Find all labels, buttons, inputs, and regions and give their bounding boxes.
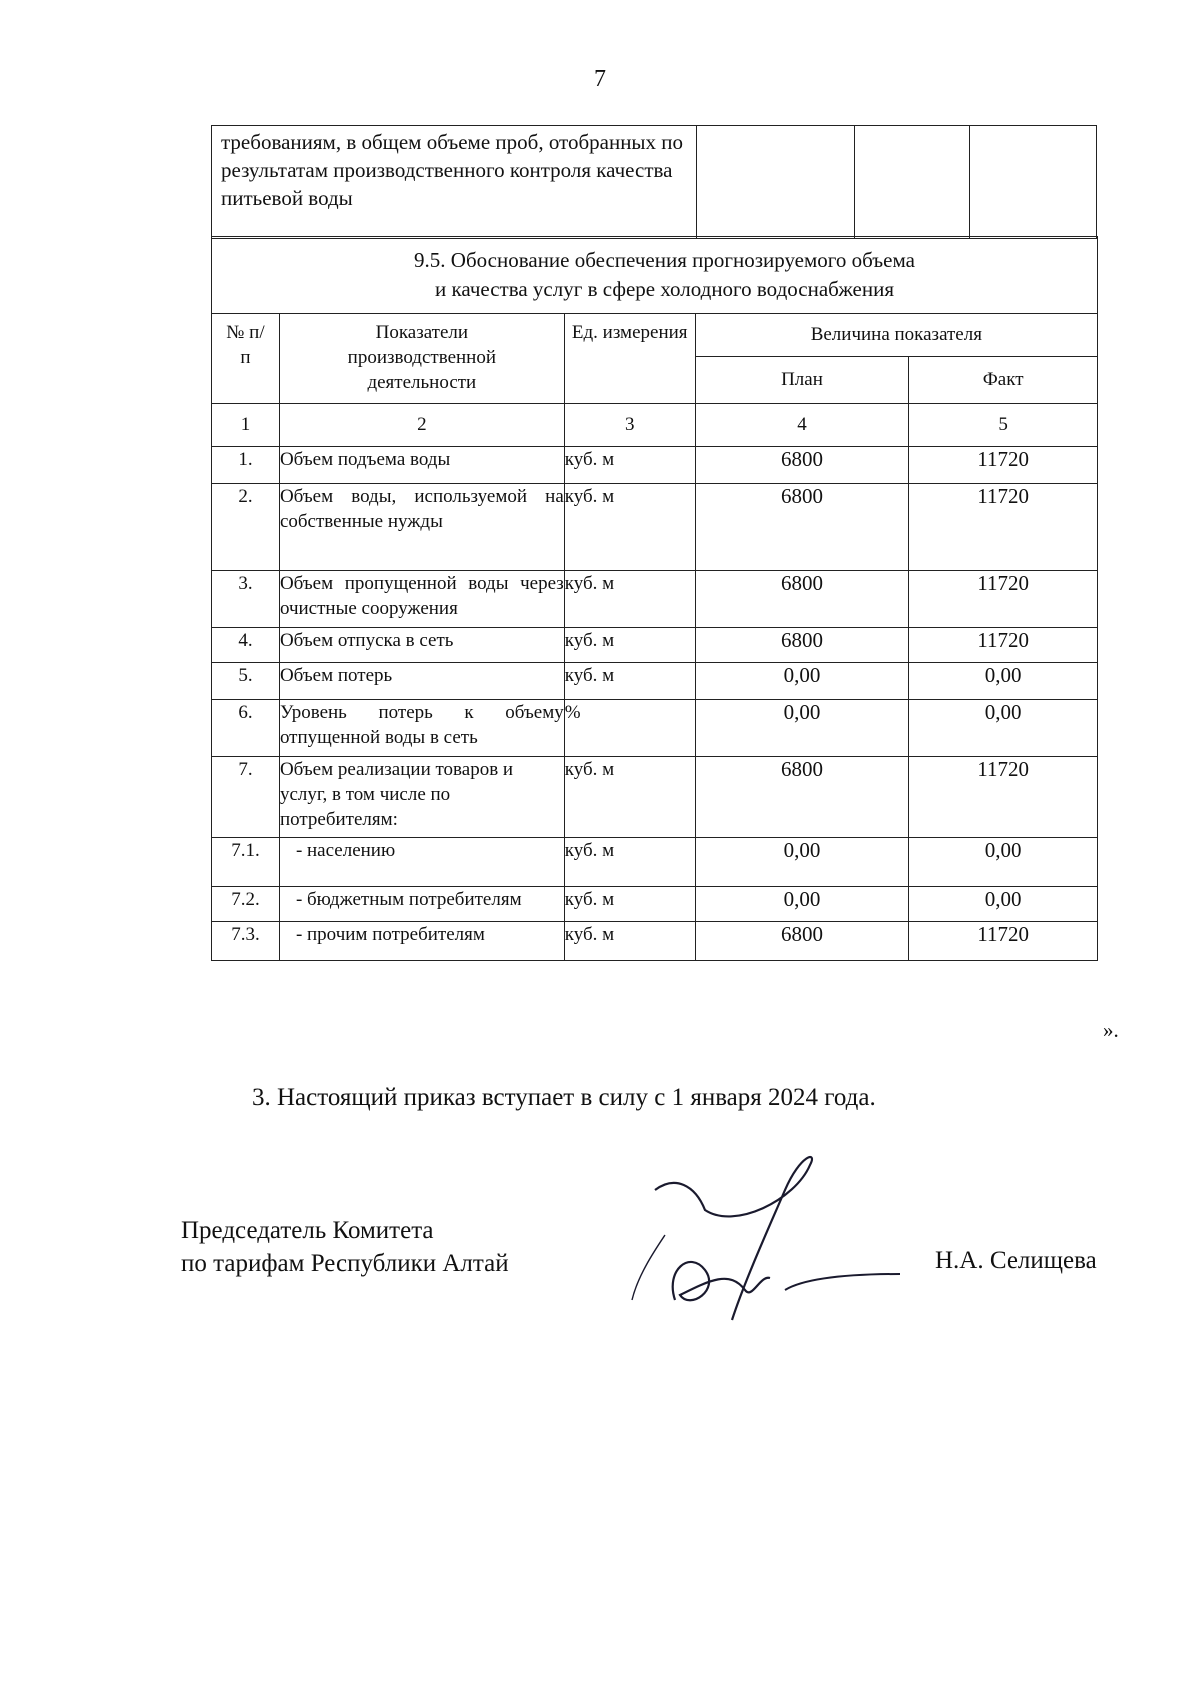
table-row [212, 447, 1098, 484]
row-plan: 0,00 [695, 887, 909, 922]
row-plan: 6800 [695, 922, 909, 961]
row-plan: 6800 [695, 571, 909, 628]
row-fact: 11720 [909, 571, 1098, 628]
order-effective-date: 3. Настоящий приказ вступает в силу с 1 января 2024 года. [252, 1084, 876, 1111]
section-title [212, 237, 1098, 314]
row-label: Объем пропущенной воды через очистные сооружения [279, 571, 564, 628]
table-row [212, 571, 1098, 628]
row-label: - бюджетным потребителям [279, 887, 564, 922]
page-number: 7 [594, 66, 606, 92]
row-unit: куб. м [564, 663, 695, 700]
row-plan: 6800 [695, 484, 909, 571]
table-row [212, 922, 1098, 961]
header-row [212, 314, 1098, 357]
row-number: 7. [212, 757, 280, 838]
row-number: 4. [212, 628, 280, 663]
row-fact: 0,00 [909, 663, 1098, 700]
row-number: 2. [212, 484, 280, 571]
closing-quote: ». [1103, 1018, 1119, 1042]
row-label: Объем подъема воды [279, 447, 564, 484]
row-unit: куб. м [564, 447, 695, 484]
row-fact: 11720 [909, 922, 1098, 961]
row-unit: куб. м [564, 484, 695, 571]
row-label: Объем реализации товаров и услуг, в том числе по потребителям: [279, 757, 564, 838]
header-unit: Ед. измерения [564, 314, 695, 404]
row-fact: 11720 [909, 757, 1098, 838]
header-fact: Факт [909, 357, 1098, 404]
table-row [212, 484, 1098, 571]
signatory-title-line1: Председатель Комитета [181, 1217, 434, 1244]
row-unit: куб. м [564, 887, 695, 922]
row-label: Объем воды, используемой на собственные нужды [279, 484, 564, 571]
row-unit: % [564, 700, 695, 757]
row-number: 7.1. [212, 838, 280, 887]
row-label: Объем потерь [279, 663, 564, 700]
handwritten-signature [620, 1150, 910, 1330]
row-label: Объем отпуска в сеть [279, 628, 564, 663]
section-title-line2: и качества услуг в сфере холодного водоснабжения [434, 277, 895, 301]
row-unit: куб. м [564, 838, 695, 887]
col-number-1: 1 [212, 404, 280, 447]
row-number: 7.2. [212, 887, 280, 922]
row-unit: куб. м [564, 922, 695, 961]
header-indicator: Показатели производственной деятельности [279, 314, 564, 404]
table-row [212, 838, 1098, 887]
signatory-name: Н.А. Селищева [935, 1247, 1097, 1274]
row-number: 7.3. [212, 922, 280, 961]
carryover-table [211, 125, 1097, 239]
row-label: - прочим потребителям [279, 922, 564, 961]
row-number: 6. [212, 700, 280, 757]
row-plan: 0,00 [695, 663, 909, 700]
carryover-text: требованиям, в общем объеме проб, отобранных по результатам производственного контроля качества питьевой воды [212, 126, 697, 239]
row-fact: 0,00 [909, 887, 1098, 922]
row-number: 3. [212, 571, 280, 628]
row-label: - населению [279, 838, 564, 887]
row-fact: 11720 [909, 484, 1098, 571]
col-number-5: 5 [909, 404, 1098, 447]
table-row [212, 700, 1098, 757]
row-label: Уровень потерь к объему отпущенной воды в сеть [279, 700, 564, 757]
water-indicators-table [211, 236, 1098, 961]
signatory-title [181, 1214, 509, 1280]
row-plan: 6800 [695, 447, 909, 484]
section-title-row [212, 237, 1098, 314]
col-number-3: 3 [564, 404, 695, 447]
signatory-title-line2: по тарифам Республики Алтай [181, 1250, 509, 1277]
column-number-row [212, 404, 1098, 447]
row-unit: куб. м [564, 757, 695, 838]
signature-stroke [785, 1274, 900, 1290]
table-row [212, 757, 1098, 838]
row-plan: 6800 [695, 628, 909, 663]
row-number: 5. [212, 663, 280, 700]
signature-stroke [673, 1262, 770, 1300]
table-row [212, 663, 1098, 700]
header-num: № п/п [212, 314, 280, 404]
header-plan: План [695, 357, 909, 404]
table-row [212, 126, 1097, 239]
table-row [212, 628, 1098, 663]
row-fact: 0,00 [909, 700, 1098, 757]
signature-stroke [632, 1235, 665, 1300]
table-row [212, 887, 1098, 922]
header-value: Величина показателя [695, 314, 1097, 357]
col-number-2: 2 [279, 404, 564, 447]
row-fact: 0,00 [909, 838, 1098, 887]
section-title-line1: 9.5. Обоснование обеспечения прогнозируемого объема [414, 248, 915, 272]
signature-stroke [655, 1157, 812, 1320]
row-plan: 0,00 [695, 838, 909, 887]
col-number-4: 4 [695, 404, 909, 447]
row-plan: 0,00 [695, 700, 909, 757]
row-fact: 11720 [909, 447, 1098, 484]
row-plan: 6800 [695, 757, 909, 838]
row-number: 1. [212, 447, 280, 484]
row-unit: куб. м [564, 571, 695, 628]
row-unit: куб. м [564, 628, 695, 663]
row-fact: 11720 [909, 628, 1098, 663]
